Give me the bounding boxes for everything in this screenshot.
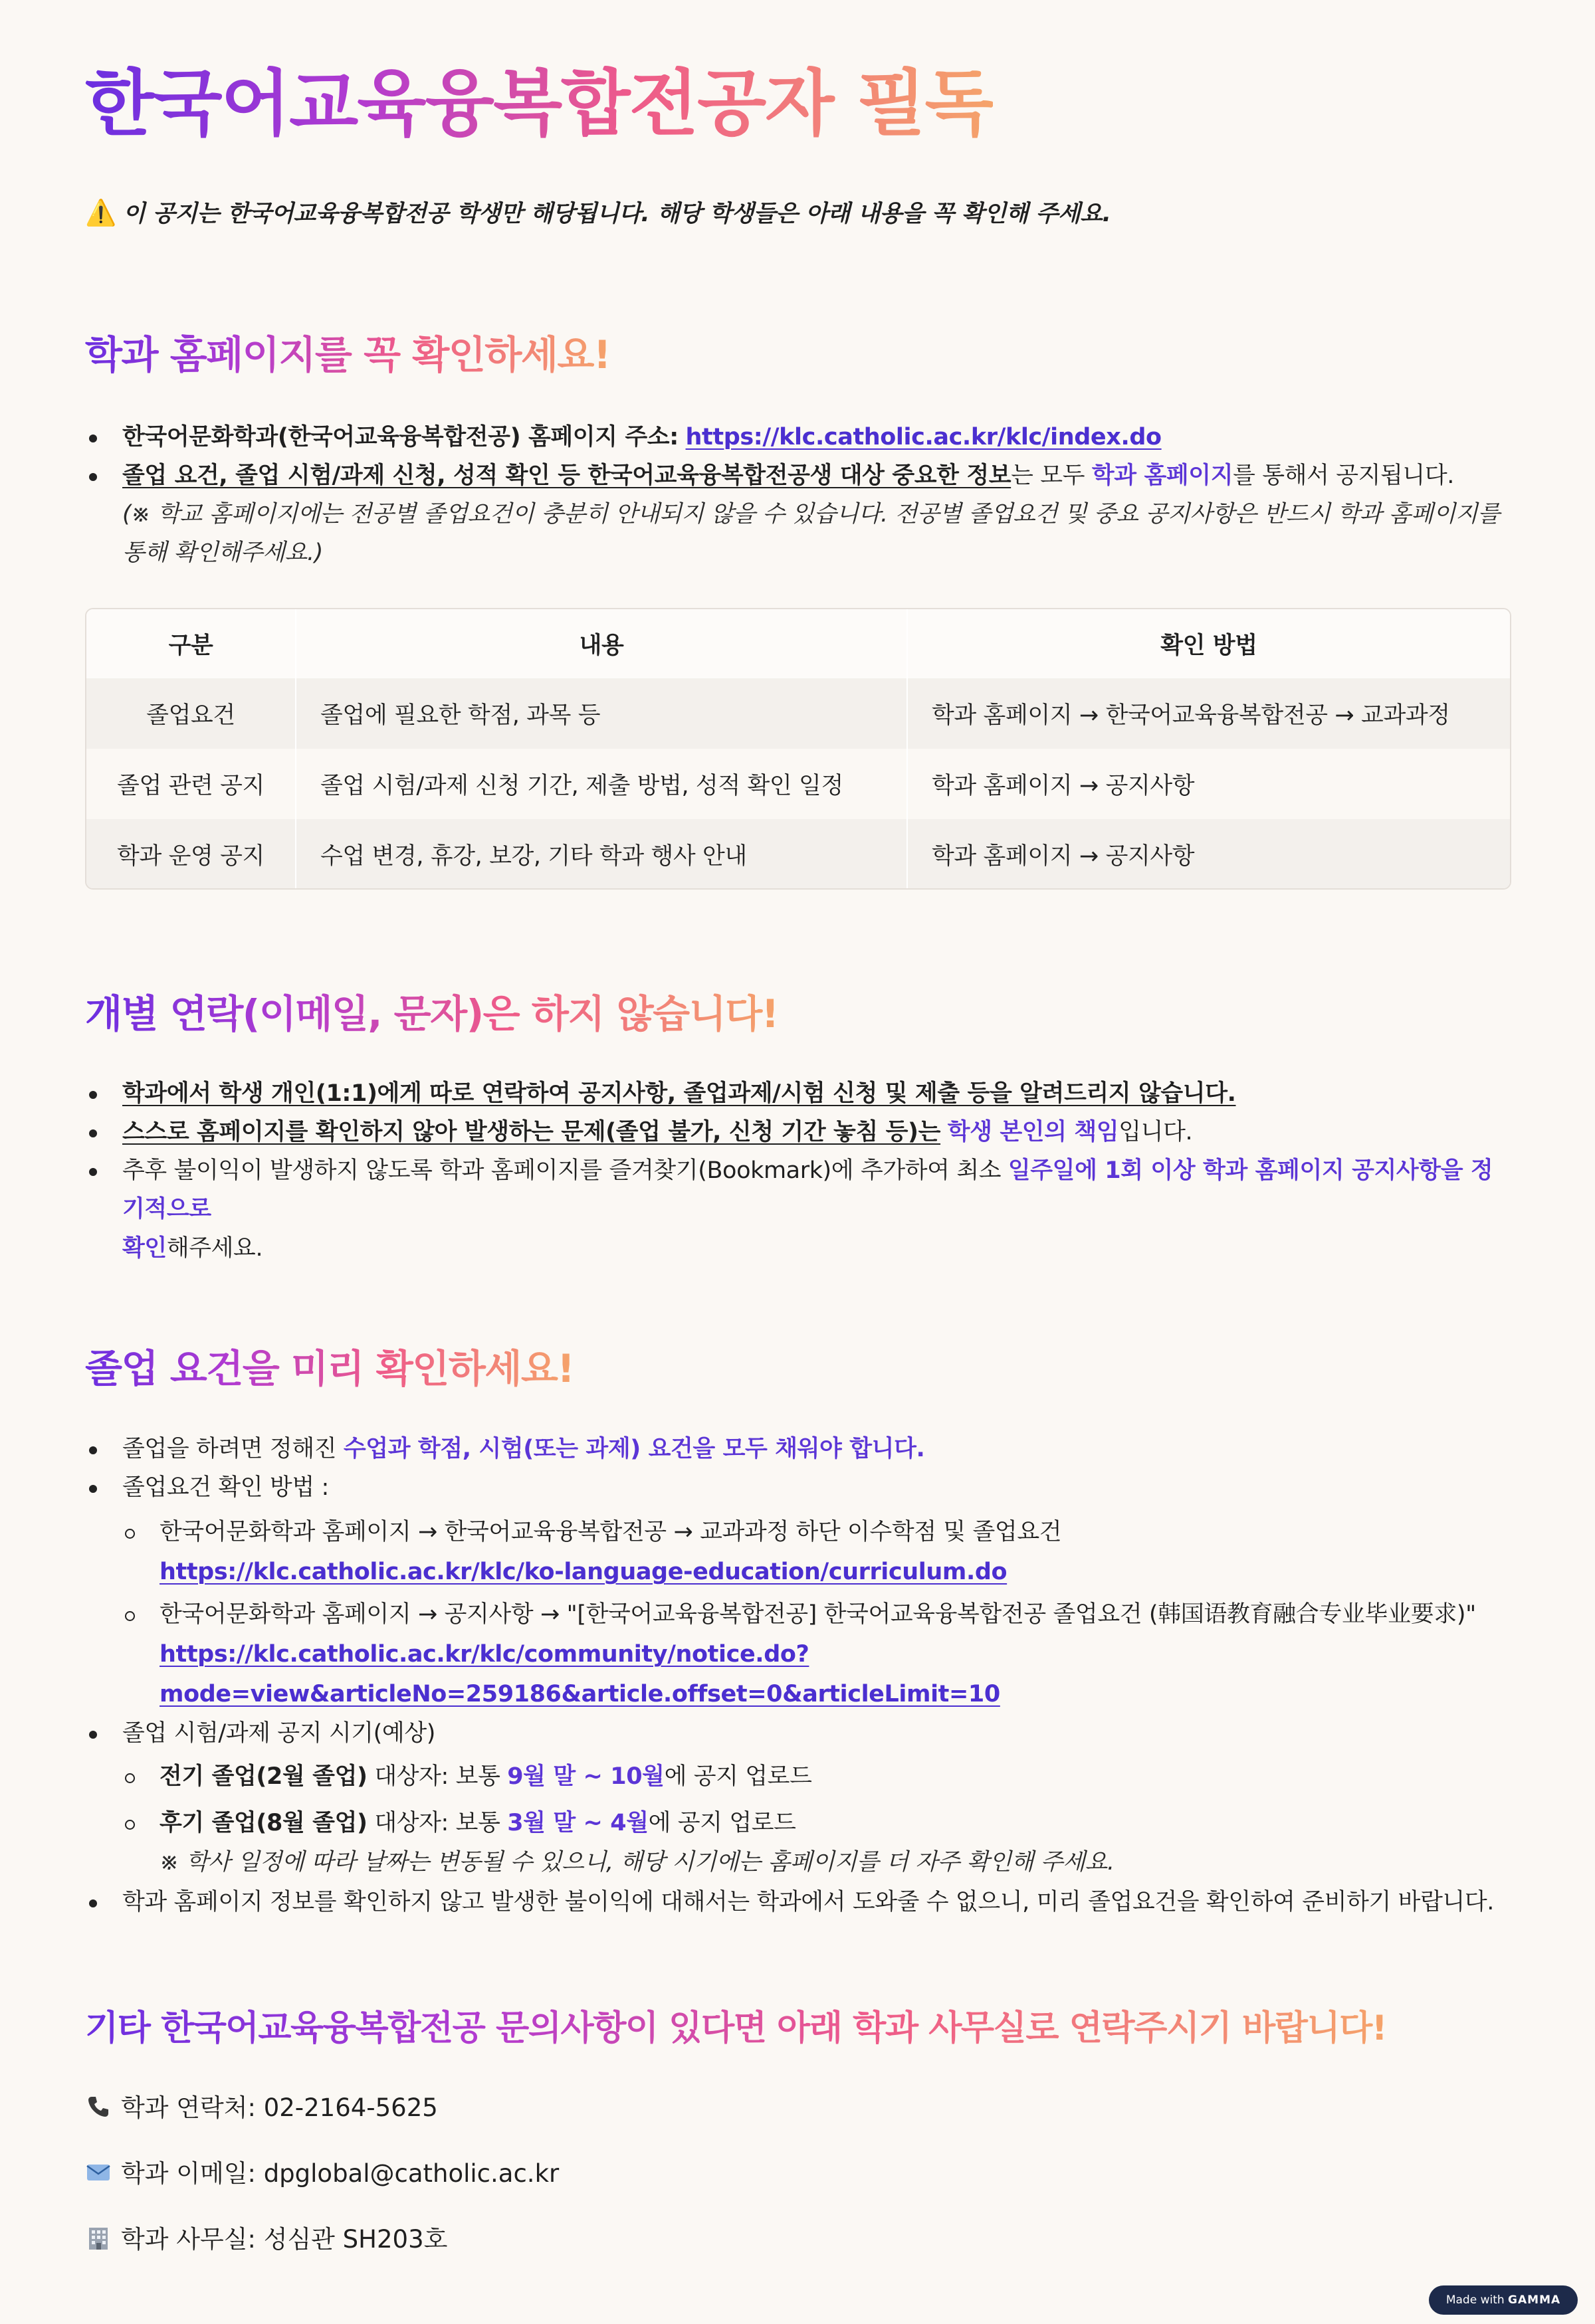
section-heading-homepage: 학과 홈페이지를 꼭 확인하세요!: [85, 330, 610, 380]
schedule-list: [122, 1757, 1511, 1882]
highlight-responsibility: 학생 본인의 책임: [947, 1119, 1119, 1145]
homepage-list: [85, 418, 1511, 572]
email-icon: [85, 2159, 112, 2186]
table-cell: 학과 홈페이지 → 공지사항: [906, 749, 1510, 819]
list-text: 추후 불이익이 발생하지 않도록 학과 홈페이지를 즐겨찾기(Bookmark)에 추가하여 최소: [122, 1157, 1008, 1184]
contact-phone: [85, 2091, 438, 2125]
table-header: 확인 방법: [906, 609, 1510, 678]
check-method-list: [122, 1512, 1511, 1714]
badge-brand: GAMMA: [1508, 2293, 1561, 2307]
sub-list-item: [122, 1595, 1511, 1714]
table-cell: 수업 변경, 휴강, 보강, 기타 학과 행사 안내: [295, 819, 906, 890]
list-item: [85, 1468, 1511, 1714]
table-cell: 졸업 시험/과제 신청 기간, 제출 방법, 성적 확인 일정: [295, 749, 906, 819]
warning-icon: ⚠️: [85, 198, 116, 227]
list-text: 는 모두: [1011, 462, 1092, 489]
page-title: 한국어교육융복합전공자 필독: [85, 61, 993, 147]
list-item: [85, 418, 1511, 456]
schedule-note: ※ 학사 일정에 따라 날짜는 변동될 수 있으니, 해당 시기에는 홈페이지를 더 자주 확인해 주세요.: [160, 1849, 1115, 1876]
notice-link[interactable]: https://klc.catholic.ac.kr/klc/community/notice.do?mode=view&articleNo=259186&article.offset=0&articleLimit=10: [160, 1641, 1000, 1707]
early-graduation-label: 전기 졸업(2월 졸업): [160, 1763, 368, 1790]
section-heading-contact: 기타 한국어교육융복합전공 문의사항이 있다면 아래 학과 사무실로 연락주시기 바랍니다!: [85, 2003, 1386, 2054]
made-with-gamma-badge[interactable]: [1429, 2285, 1578, 2315]
table-cell: 졸업요건: [146, 702, 235, 729]
table-cell: 학과 홈페이지 → 한국어교육융복합전공 → 교과과정: [906, 678, 1510, 749]
important-info-text: 졸업 요건, 졸업 시험/과제 신청, 성적 확인 등 한국어교육융복합전공생 대상 중요한 정보: [122, 462, 1011, 489]
notice-text: 이 공지는 한국어교육융복합전공 학생만 해당됩니다. 해당 학생들은 아래 내용을 꼭 확인해 주세요.: [122, 201, 1111, 227]
list-item: [85, 1113, 1511, 1151]
phone-text: 학과 연락처: 02-2164-5625: [121, 2093, 438, 2122]
table-cell: 학과 운영 공지: [117, 843, 265, 870]
list-item: [85, 1151, 1511, 1268]
highlight-homepage: 학과 홈페이지: [1091, 462, 1233, 489]
list-text: 에 공지 업로드: [648, 1810, 796, 1836]
list-item: [85, 456, 1511, 572]
sub-list-item: [122, 1803, 1511, 1882]
sub-list-item: [122, 1757, 1511, 1796]
notice-banner: [85, 197, 1111, 230]
list-text: 한국어문화학과 홈페이지 → 한국어교육융복합전공 → 교과과정 하단 이수학점 및 졸업요건: [160, 1519, 1062, 1545]
table-cell: 졸업 관련 공지: [117, 773, 265, 799]
badge-prefix: Made with: [1445, 2293, 1505, 2307]
late-graduation-label: 후기 졸업(8월 졸업): [160, 1810, 368, 1836]
list-item: [85, 1714, 1511, 1882]
homepage-note: (※ 학교 홈페이지에는 전공별 졸업요건이 충분히 안내되지 않을 수 있습니다. 전공별 졸업요건 및 중요 공지사항은 반드시 학과 홈페이지를 통해 확인해주세요.): [122, 501, 1500, 566]
highlight-weekly-check: 일주일에 1회 이상 학과 홈페이지 공지사항을 정기적으로: [122, 1157, 1493, 1222]
sub-list-item: [122, 1512, 1511, 1592]
responsibility-text: 스스로 홈페이지를 확인하지 않아 발생하는 문제(졸업 불가, 신청 기간 놓침 등)는: [122, 1119, 941, 1145]
section-heading-no-contact: 개별 연락(이메일, 문자)은 하지 않습니다!: [85, 989, 778, 1039]
office-icon: [85, 2225, 112, 2252]
office-text: 학과 사무실: 성심관 SH203호: [121, 2225, 448, 2254]
graduation-list: [85, 1430, 1511, 1921]
list-text: 에 공지 업로드: [664, 1763, 812, 1790]
table-row: [86, 749, 1510, 819]
list-text: 한국어문화학과 홈페이지 → 공지사항 → "[한국어교육융복합전공] 한국어교육융복합전공 졸업요건 (韩国语教育融合专业毕业要求)": [160, 1601, 1476, 1628]
list-text: 졸업 시험/과제 공지 시기(예상): [122, 1720, 435, 1747]
list-text: 졸업요건 확인 방법 :: [122, 1474, 329, 1501]
list-text: 를 통해서 공지됩니다.: [1233, 462, 1454, 489]
phone-icon: [85, 2093, 112, 2120]
list-text: 입니다.: [1118, 1119, 1193, 1145]
no-contact-list: [85, 1074, 1511, 1268]
email-text: 학과 이메일: dpglobal@catholic.ac.kr: [121, 2159, 560, 2188]
info-table: [85, 608, 1511, 890]
contact-email: [85, 2157, 559, 2190]
list-text: 대상자: 보통: [367, 1810, 508, 1836]
highlight-early-period: 9월 말 ~ 10월: [507, 1763, 665, 1790]
list-item: [85, 1430, 1511, 1468]
list-text: 해주세요.: [166, 1235, 263, 1262]
table-row: [86, 678, 1510, 749]
highlight-check: 확인: [122, 1235, 167, 1262]
table-row: [86, 819, 1510, 890]
homepage-link[interactable]: https://klc.catholic.ac.kr/klc/index.do: [685, 424, 1162, 450]
table-cell: 졸업에 필요한 학점, 과목 등: [295, 678, 906, 749]
homepage-address-label: 한국어문화학과(한국어교육융복합전공) 홈페이지 주소:: [122, 424, 679, 450]
list-text: 대상자: 보통: [367, 1763, 508, 1790]
section-heading-graduation: 졸업 요건을 미리 확인하세요!: [85, 1343, 574, 1394]
table-header: 구분: [168, 632, 213, 659]
curriculum-link[interactable]: https://klc.catholic.ac.kr/klc/ko-language-education/curriculum.do: [160, 1559, 1008, 1585]
highlight-requirements: 수업과 학점, 시험(또는 과제) 요건을 모두 채워야 합니다.: [343, 1436, 925, 1462]
list-text: 학과 홈페이지 정보를 확인하지 않고 발생한 불이익에 대해서는 학과에서 도와줄 수 없으니, 미리 졸업요건을 확인하여 준비하기 바랍니다.: [122, 1889, 1495, 1915]
table-cell: 학과 홈페이지 → 공지사항: [906, 819, 1510, 890]
table-header-row: [86, 609, 1510, 678]
table-header: 내용: [295, 609, 906, 678]
highlight-late-period: 3월 말 ~ 4월: [507, 1810, 649, 1836]
list-item: [85, 1074, 1511, 1113]
no-contact-text: 학과에서 학생 개인(1:1)에게 따로 연락하여 공지사항, 졸업과제/시험 신청 및 제출 등을 알려드리지 않습니다.: [122, 1080, 1236, 1107]
contact-office: [85, 2223, 447, 2256]
list-text: 졸업을 하려면 정해진: [122, 1436, 344, 1462]
list-item: [85, 1883, 1511, 1921]
